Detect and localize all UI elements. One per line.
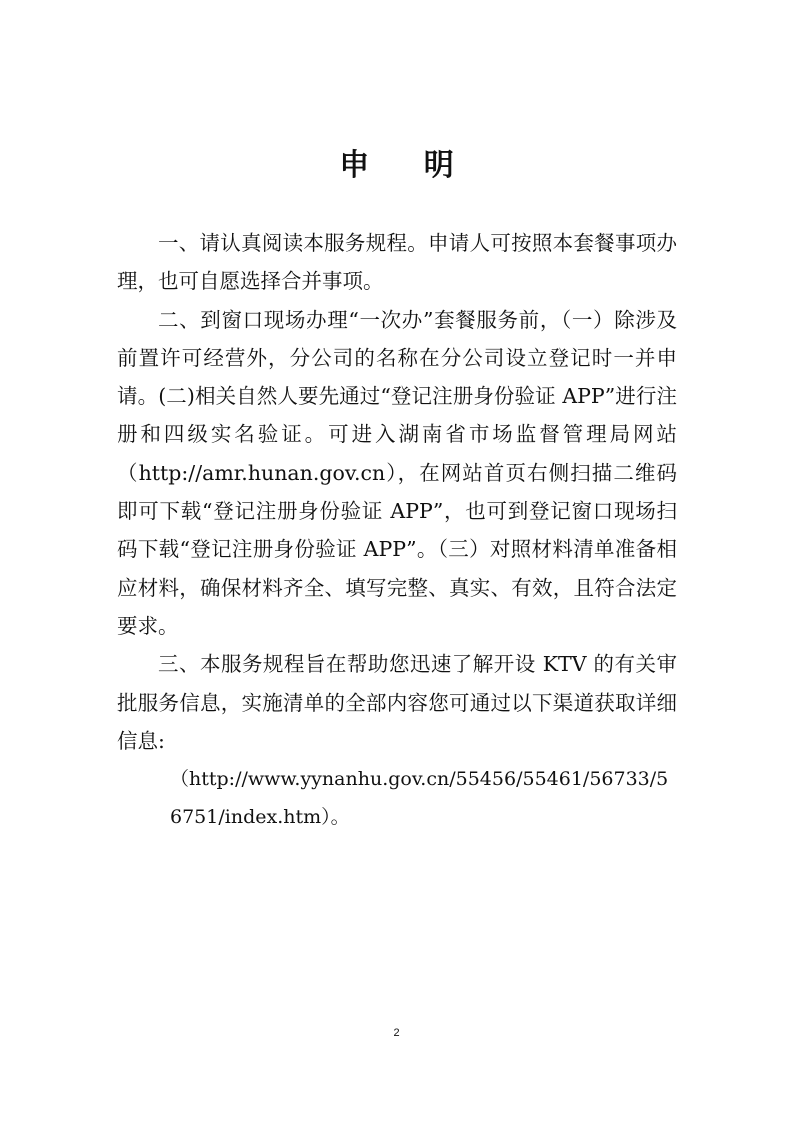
page-title: 申 明 xyxy=(339,148,476,183)
paragraph-3: 三、本服务规程旨在帮助您迅速了解开设 KTV 的有关审批服务信息，实施清单的全部内容您可通过以下渠道获取详细信息: xyxy=(117,652,677,753)
document-body xyxy=(117,224,677,837)
page-number: 2 xyxy=(393,1027,400,1039)
paragraph-2: 二、到窗口现场办理“一次办”套餐服务前，（一）除涉及前置许可经营外，分公司的名称在分公司设立登记时一并申请。(二)相关自然人要先通过“登记注册身份验证 APP”进行注册和四级实名验证。可进入湖南省市场监督管理局网站（http://amr.hunan.gov.cn），在网站首页右侧扫描二维码即可下载“登记注册身份验证 APP”，也可到登记窗口现场扫码下载“登记注册身份验证 APP”。（三）对照材料清单准备相应材料，确保材料齐全、填写完整、真实、有效，且符合法定要求。 xyxy=(117,307,677,638)
paragraph-1: 一、请认真阅读本服务规程。申请人可按照本套餐事项办理，也可自愿选择合并事项。 xyxy=(117,231,677,294)
detail-url: （http://www.yynanhu.gov.cn/55456/55461/56733/56751/index.htm）。 xyxy=(170,768,669,829)
